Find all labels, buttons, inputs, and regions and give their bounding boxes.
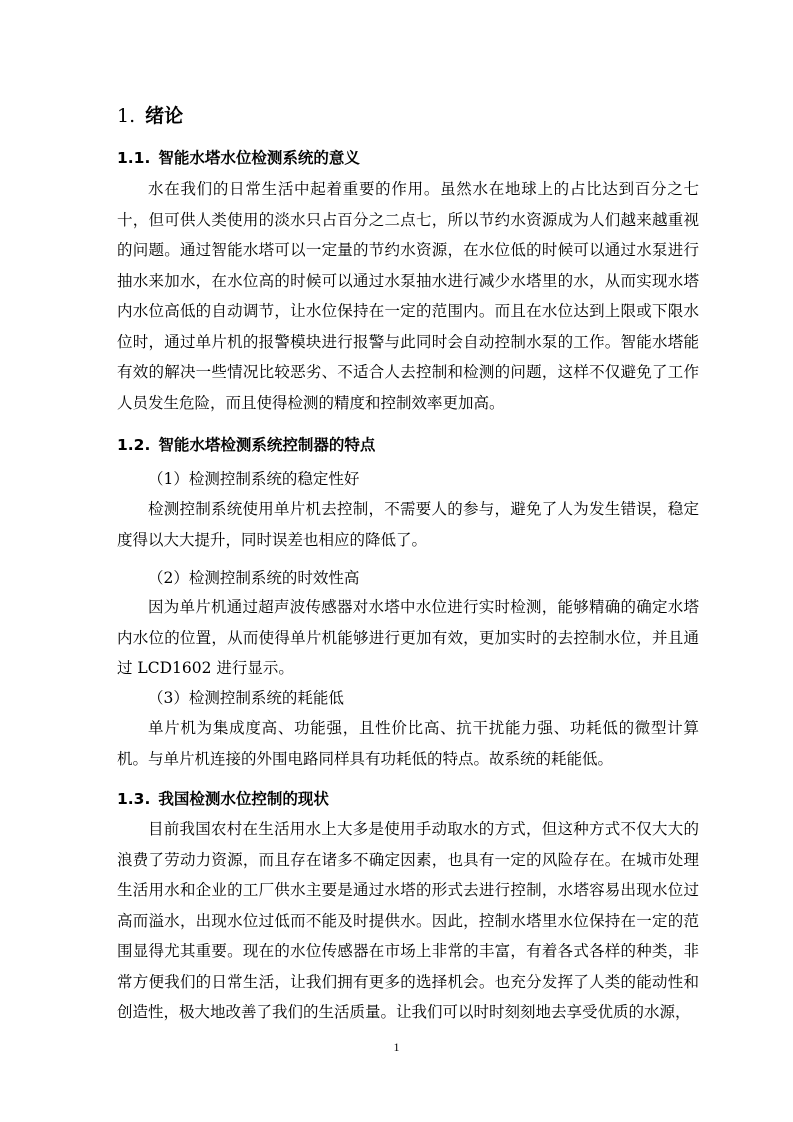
section-heading-1-1: [117, 146, 360, 170]
section-heading-1-2: [117, 433, 375, 457]
feature-paragraph-1: 检测控制系统使用单片机去控制，不需要人的参与，避免了人为发生错误，稳定度得以大大提升，同时误差也相应的降低了。: [117, 500, 699, 549]
chapter-title: 绪论: [145, 105, 184, 127]
section-1-1-paragraph: 水在我们的日常生活中起着重要的作用。虽然水在地球上的占比达到百分之七十，但可供人类使用的淡水只占百分之二点七，所以节约水资源成为人们越来越重视的问题。通过智能水塔可以一定量的节约水资源，在水位低的时候可以通过水泵进行抽水来加水，在水位高的时候可以通过水泵抽水进行减少水塔里的水，从而实现水塔内水位高低的自动调节，让水位保持在一定的范围内。而且在水位达到上限或下限水位时，通过单片机的报警模块进行报警与此同时会自动控制水泵的工作。智能水塔能有效的解决一些情况比较恶劣、不适合人去控制和检测的问题，这样不仅避免了工作人员发生危险，而且使得检测的精度和控制效率更加高。: [117, 180, 699, 412]
chapter-heading: [117, 103, 183, 129]
section-1-3-paragraph: 目前我国农村在生活用水上大多是使用手动取水的方式，但这种方式不仅大大的浪费了劳动力资源，而且存在诸多不确定因素，也具有一定的风险存在。在城市处理生活用水和企业的工厂供水主要是通过水塔的形式去进行控制，水塔容易出现水位过高而溢水，出现水位过低而不能及时提供水。因此，控制水塔里水位保持在一定的范围显得尤其重要。现在的水位传感器在市场上非常的丰富，有着各式各样的种类，非常方便我们的日常生活，让我们拥有更多的选择机会。也充分发挥了人类的能动性和创造性，极大地改善了我们的生活质量。让我们可以时时刻刻地去享受优质的水源，: [117, 820, 699, 1021]
section-number: 1.3.: [117, 790, 151, 808]
feature-heading-3: （3）检测控制系统的耗能低: [148, 689, 344, 707]
section-title: 我国检测水位控制的现状: [158, 790, 329, 808]
section-heading-1-3: [117, 787, 329, 811]
page-number: 1: [393, 1040, 400, 1054]
chapter-number: 1.: [117, 105, 136, 127]
feature-paragraph-3: 单片机为集成度高、功能强，且性价比高、抗干扰能力强、功耗低的微型计算机。与单片机连接的外围电路同样具有功耗低的特点。故系统的耗能低。: [117, 719, 699, 768]
section-number: 1.2.: [117, 436, 151, 454]
feature-heading-1: （1）检测控制系统的稳定性好: [148, 470, 360, 488]
section-title: 智能水塔检测系统控制器的特点: [158, 436, 376, 454]
feature-paragraph-2: 因为单片机通过超声波传感器对水塔中水位进行实时检测，能够精确的确定水塔内水位的位置，从而使得单片机能够进行更加有效，更加实时的去控制水位，并且通过 LCD1602 进行显示。: [117, 598, 699, 677]
section-title: 智能水塔水位检测系统的意义: [158, 149, 360, 167]
section-number: 1.1.: [117, 149, 151, 167]
feature-heading-2: （2）检测控制系统的时效性高: [148, 569, 360, 587]
